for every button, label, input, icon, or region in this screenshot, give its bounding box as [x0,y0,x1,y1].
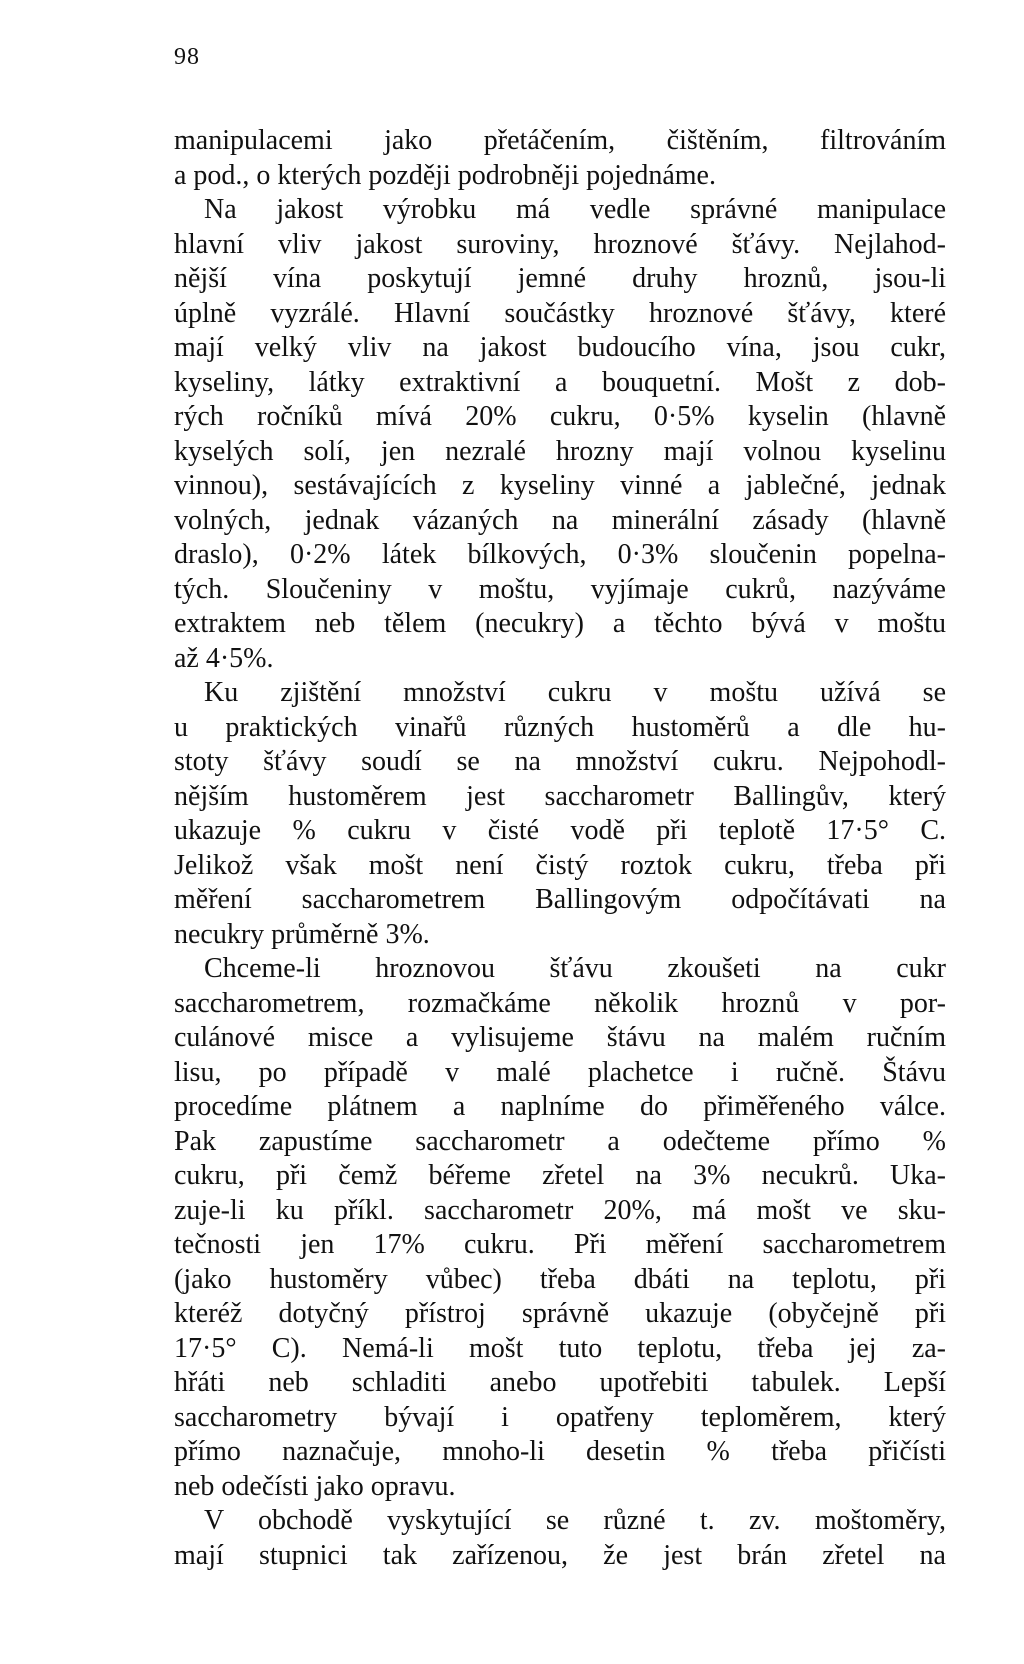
text-line: stoty šťávy soudí se na množství cukru. Nejpohodl- [174,746,946,777]
text-line: tých. Sloučeniny v moštu, vyjímaje cukrů, nazýváme [174,573,946,605]
text-line: V obchodě vyskytující se různé t. zv. moštoměry, [204,1505,946,1536]
text-line: Pak zapustíme saccharometr a odečteme přímo % [174,1125,946,1157]
text-line: a pod., o kterých později podrobněji pojednáme. [174,159,716,191]
text-line: zuje-li ku příkl. saccharometr 20%, má mošt ve sku- [174,1194,946,1226]
text-line: ukazuje % cukru v čisté vodě při teplotě 17·5° C. [174,815,946,846]
text-line: (jako hustoměry vůbec) třeba dbáti na teplotu, při [174,1263,946,1295]
page-number: 98 [174,44,200,70]
text-line: vinnou), sestávajících z kyseliny vinné a jablečné, jednak [174,470,946,501]
text-line: cukru, při čemž béřeme zřetel na 3% necukrů. Uka- [174,1160,946,1191]
text-line: kyseliny, látky extraktivní a bouquetní. Mošt z dob- [174,366,946,398]
text-line: Ku zjištění množství cukru v moštu užívá se [204,677,946,708]
text-line: extraktem neb tělem (necukry) a těchto bývá v moštu [174,608,946,639]
paragraph-3 [174,676,946,952]
text-line: nějším hustoměrem jest saccharometr Ballingův, který [174,780,946,812]
body-text [174,124,946,1573]
text-line: necukry průměrně 3%. [174,918,430,950]
text-line: procedíme plátnem a naplníme do přiměřeného válce. [174,1091,946,1122]
text-line: mají stupnici tak zařízenou, že jest brán zřetel na [174,1539,946,1571]
text-line: hřáti neb schladiti anebo upotřebiti tabulek. Lepší [174,1367,946,1398]
text-line: kteréž dotyčný přístroj správně ukazuje (obyčejně při [174,1298,946,1329]
text-line: manipulacemi jako přetáčením, čištěním, filtrováním [174,125,946,156]
text-line: až 4·5%. [174,642,274,674]
paragraph-2 [174,193,946,676]
text-line: Na jakost výrobku má vedle správné manipulace [204,194,946,225]
text-line: draslo), 0·2% látek bílkových, 0·3% sloučenin popelna- [174,539,946,570]
text-line: přímo naznačuje, mnoho-li desetin % třeba přičísti [174,1436,946,1467]
text-line: měření saccharometrem Ballingovým odpočítávati na [174,884,946,915]
text-line: culánové misce a vylisujeme štávu na malém ručním [174,1022,946,1053]
text-line: saccharometry bývají i opatřeny teploměrem, který [174,1401,946,1433]
text-line: tečnosti jen 17% cukru. Při měření saccharometrem [174,1229,946,1260]
text-line: mají velký vliv na jakost budoucího vína, jsou cukr, [174,332,946,363]
paragraph-1 [174,124,946,193]
text-line: neb odečísti jako opravu. [174,1470,456,1502]
paragraph-4 [174,952,946,1504]
text-line: volných, jednak vázaných na minerální zásady (hlavně [174,504,946,536]
text-line: lisu, po případě v malé plachetce i ručně. Štávu [174,1056,946,1088]
text-line: nější vína poskytují jemné druhy hroznů, jsou-li [174,263,946,294]
text-line: saccharometrem, rozmačkáme několik hroznů v por- [174,987,946,1019]
text-line: hlavní vliv jakost suroviny, hroznové šťávy. Nejlahod- [174,228,946,260]
text-line: Chceme-li hroznovou šťávu zkoušeti na cukr [204,953,946,984]
text-line: kyselých solí, jen nezralé hrozny mají volnou kyselinu [174,435,946,467]
text-line: Jelikož však mošt není čistý roztok cukru, třeba při [174,849,946,881]
text-line: 17·5° C). Nemá-li mošt tuto teplotu, třeba jej za- [174,1332,946,1364]
text-line: úplně vyzrálé. Hlavní součástky hroznové šťávy, které [174,297,946,329]
paragraph-5 [174,1504,946,1573]
text-line: u praktických vinařů různých hustoměrů a dle hu- [174,711,946,743]
text-line: rých ročníků mívá 20% cukru, 0·5% kyselin (hlavně [174,401,946,432]
